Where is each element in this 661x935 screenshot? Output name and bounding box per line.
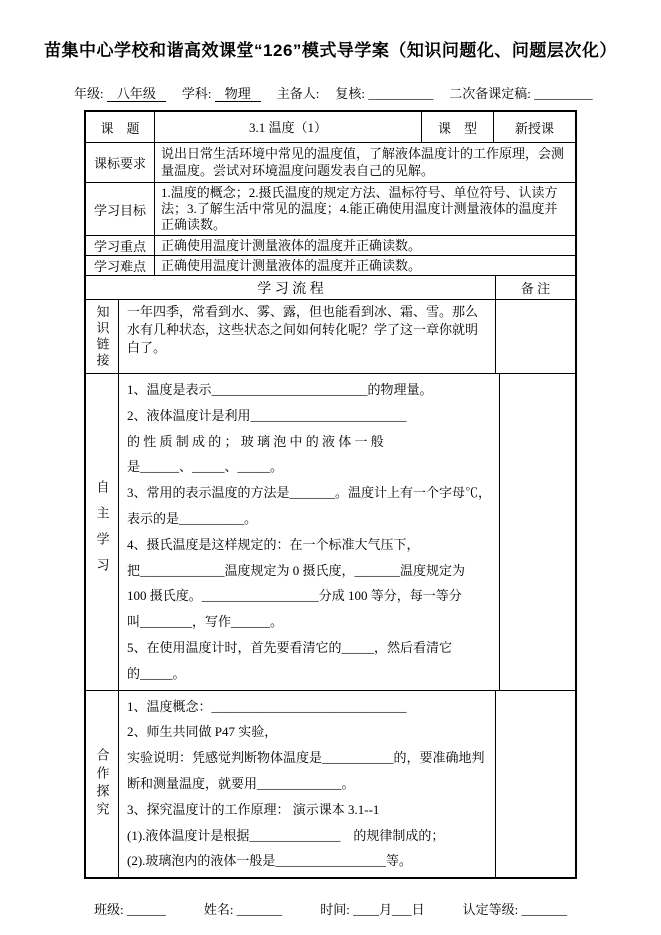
objective-row bbox=[86, 182, 575, 235]
self-study-label: 自主学习 bbox=[94, 479, 110, 584]
self-study-content bbox=[118, 374, 499, 690]
text-line: 1、温度是表示________________________的物理量。 bbox=[127, 382, 433, 397]
cooperation-row bbox=[86, 690, 575, 878]
text-line: 2、师生共同做 P47 实验， bbox=[127, 724, 278, 740]
text-line: 的 性 质 制 成 的 ； 玻 璃 泡 中 的 液 体 一 般 bbox=[127, 433, 384, 449]
text-line: 一年四季，常看到水、雾、露，但也能看到冰、霜、雪。那么 bbox=[127, 304, 479, 319]
cooperation-label-cell bbox=[86, 691, 118, 878]
class-label: 班级: bbox=[94, 902, 124, 918]
topic-label: 课 题 bbox=[100, 120, 140, 136]
rating-label: 认定等级: bbox=[462, 902, 519, 918]
lesson-plan-page bbox=[0, 36, 661, 935]
note-header: 备 注 bbox=[495, 276, 575, 299]
key-point-value: 正确使用温度计测量液体的温度并正确读数。 bbox=[154, 236, 575, 255]
author-label: 主备人: bbox=[276, 86, 320, 101]
text-line: 是______、_____、_____。 bbox=[127, 459, 284, 475]
text-line: 白了。 bbox=[127, 340, 167, 355]
cooperation-content bbox=[118, 691, 495, 878]
cooperation-note bbox=[495, 691, 575, 878]
review-label: 复核: bbox=[335, 86, 366, 101]
course-type-label: 课 型 bbox=[421, 112, 493, 142]
name-blank: _______ bbox=[236, 902, 283, 918]
lesson-table bbox=[84, 110, 577, 879]
objective-value: 1.温度的概念；2.摄氏温度的规定方法、温标符号、单位符号、认读方法；3.了解生活中常见的温度；4.能正确使用温度计测量液体的温度并正确读数。 bbox=[154, 183, 575, 235]
time-label: 时间: bbox=[320, 902, 350, 918]
grade-value: 八年级 bbox=[107, 86, 166, 102]
standard-row bbox=[86, 142, 575, 182]
topic-row bbox=[86, 112, 575, 142]
review-blank: __________ bbox=[368, 86, 434, 101]
text-line: 叫________，写作______。 bbox=[127, 614, 284, 630]
text-line: 2、液体温度计是利用________________________ bbox=[127, 407, 407, 423]
text-line: 的_____。 bbox=[127, 665, 186, 681]
time-field bbox=[320, 899, 424, 918]
knowledge-link-label: 知识链接 bbox=[94, 304, 110, 369]
rating-blank: _______ bbox=[521, 902, 568, 918]
knowledge-link-row bbox=[86, 299, 575, 373]
meta-line bbox=[74, 83, 661, 102]
self-study-row bbox=[86, 373, 575, 690]
text-line: (1).液体温度计是根据______________ 的规律制成的； bbox=[127, 827, 445, 843]
rating-field bbox=[463, 899, 567, 918]
footer-line bbox=[94, 899, 661, 918]
self-study-note bbox=[499, 374, 579, 690]
topic-value: 3.1 温度（1） bbox=[154, 112, 421, 142]
review-field bbox=[335, 83, 433, 102]
text-line: 断和测量温度，就要用_____________。 bbox=[127, 775, 355, 791]
flow-header: 学 习 流 程 bbox=[257, 281, 324, 297]
class-field bbox=[94, 899, 166, 918]
text-line: 实验说明：凭感觉判断物体温度是___________的，要准确地判 bbox=[127, 750, 485, 766]
text-line: 5、在使用温度计时，首先要看清它的_____，然后看清它 bbox=[127, 639, 453, 655]
final-draft-field bbox=[449, 83, 592, 102]
difficulty-value: 正确使用温度计测量液体的温度并正确读数。 bbox=[154, 256, 575, 275]
class-blank: ______ bbox=[126, 902, 166, 918]
subject-label: 学科: bbox=[181, 86, 212, 101]
difficulty-label: 学习难点 bbox=[93, 259, 146, 274]
objective-label: 学习目标 bbox=[93, 202, 146, 218]
grade-label: 年级: bbox=[74, 86, 104, 101]
knowledge-link-content bbox=[118, 300, 495, 373]
knowledge-link-note bbox=[495, 300, 575, 373]
subject-value: 物理 bbox=[215, 86, 261, 102]
final-draft-label: 二次备课定稿: bbox=[449, 86, 531, 101]
text-line: 3、常用的表示温度的方法是_______。温度计上有一个字母℃， bbox=[127, 485, 492, 501]
final-draft-blank: _________ bbox=[534, 86, 593, 101]
text-line: 3、探究温度计的工作原理： 演示课本 3.1--1 bbox=[127, 801, 380, 817]
author-field bbox=[277, 83, 320, 102]
page-title: 苗集中心学校和谐高效课堂“126”模式导学案（知识问题化、问题层次化） bbox=[44, 41, 617, 60]
text-line: 表示的是__________。 bbox=[127, 510, 258, 526]
key-point-label: 学习重点 bbox=[93, 239, 146, 254]
text-line: 水有几种状态，这些状态之间如何转化呢？学了这一章你就明 bbox=[127, 322, 479, 337]
standard-label: 课标要求 bbox=[93, 156, 146, 171]
flow-header-row bbox=[86, 275, 575, 299]
name-label: 姓名: bbox=[203, 902, 234, 918]
key-point-row bbox=[86, 235, 575, 255]
text-line: 100 摄氏度。__________________分成 100 等分，每一等分 bbox=[127, 588, 462, 604]
text-line: 把_____________温度规定为 0 摄氏度，_______温度规定为 bbox=[127, 562, 466, 578]
self-study-label-cell bbox=[86, 374, 118, 690]
subject-field bbox=[182, 83, 261, 102]
text-line: 1、温度概念：______________________________ bbox=[127, 698, 407, 714]
knowledge-link-label-cell bbox=[86, 300, 118, 373]
course-type-value: 新授课 bbox=[493, 112, 575, 142]
grade-field bbox=[74, 83, 166, 102]
name-field bbox=[204, 899, 282, 918]
time-blank: ____月___日 bbox=[353, 902, 425, 918]
standard-value: 说出日常生活环境中常见的温度值，了解液体温度计的工作原理，会测量温度。尝试对环境温度问题发表自己的见解。 bbox=[154, 143, 575, 182]
cooperation-label: 合作探究 bbox=[94, 747, 110, 820]
text-line: 4、摄氏温度是这样规定的：在一个标准大气压下， bbox=[127, 536, 420, 552]
difficulty-row bbox=[86, 255, 575, 275]
text-line: (2).玻璃泡内的液体一般是_________________等。 bbox=[127, 853, 412, 869]
